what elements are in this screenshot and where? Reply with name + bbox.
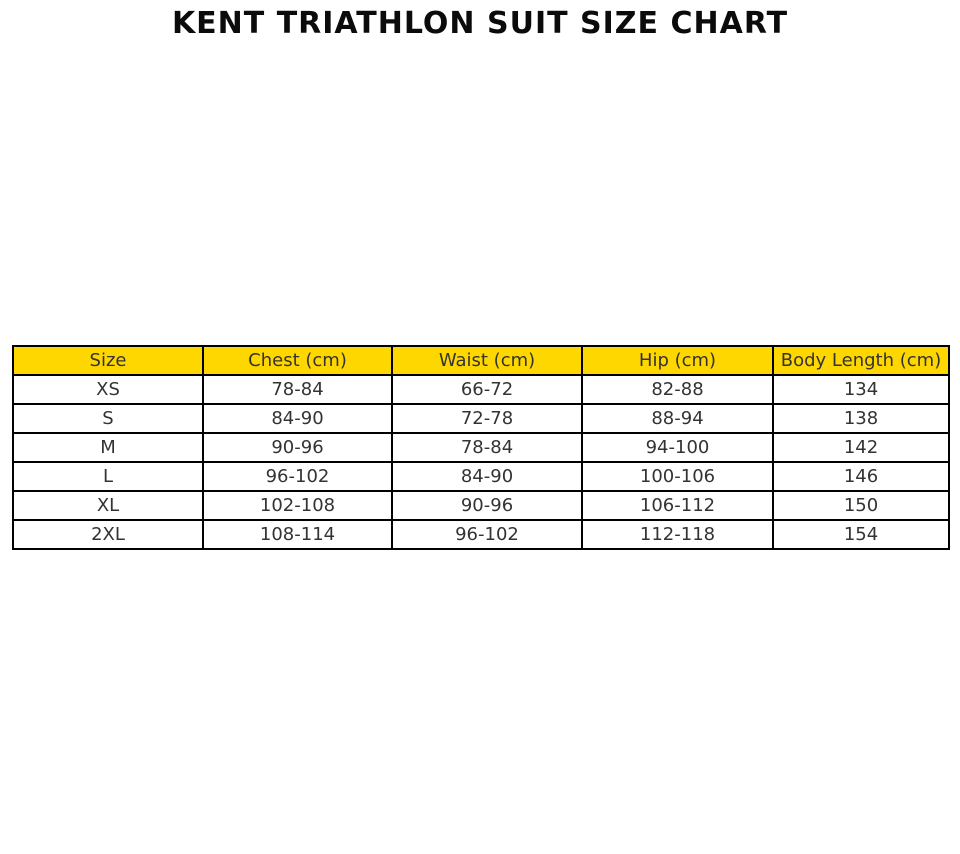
measurement-cell: 96-102 (203, 462, 392, 491)
measurement-cell: 88-94 (582, 404, 773, 433)
table-row-2xl (13, 520, 949, 549)
column-header-waist-cm: Waist (cm) (392, 346, 582, 375)
table-row-xs (13, 375, 949, 404)
measurement-cell: 138 (773, 404, 949, 433)
measurement-cell: 150 (773, 491, 949, 520)
size-label-cell: 2XL (13, 520, 203, 549)
measurement-cell: 134 (773, 375, 949, 404)
measurement-cell: 78-84 (203, 375, 392, 404)
table-row-s (13, 404, 949, 433)
measurement-cell: 72-78 (392, 404, 582, 433)
measurement-cell: 82-88 (582, 375, 773, 404)
measurement-cell: 100-106 (582, 462, 773, 491)
table-row-xl (13, 491, 949, 520)
table-header-row (13, 346, 949, 375)
size-chart-table (12, 345, 950, 550)
measurement-cell: 94-100 (582, 433, 773, 462)
size-label-cell: XS (13, 375, 203, 404)
measurement-cell: 66-72 (392, 375, 582, 404)
measurement-cell: 108-114 (203, 520, 392, 549)
measurement-cell: 90-96 (203, 433, 392, 462)
column-header-size: Size (13, 346, 203, 375)
size-label-cell: XL (13, 491, 203, 520)
measurement-cell: 106-112 (582, 491, 773, 520)
measurement-cell: 142 (773, 433, 949, 462)
size-label-cell: M (13, 433, 203, 462)
table-header (13, 346, 949, 375)
column-header-body-length-cm: Body Length (cm) (773, 346, 949, 375)
measurement-cell: 154 (773, 520, 949, 549)
size-label-cell: S (13, 404, 203, 433)
table-row-l (13, 462, 949, 491)
table-row-m (13, 433, 949, 462)
column-header-hip-cm: Hip (cm) (582, 346, 773, 375)
size-label-cell: L (13, 462, 203, 491)
measurement-cell: 84-90 (203, 404, 392, 433)
measurement-cell: 84-90 (392, 462, 582, 491)
table-body (13, 375, 949, 549)
page-title: KENT TRIATHLON SUIT SIZE CHART (171, 6, 789, 41)
measurement-cell: 146 (773, 462, 949, 491)
measurement-cell: 102-108 (203, 491, 392, 520)
measurement-cell: 78-84 (392, 433, 582, 462)
measurement-cell: 96-102 (392, 520, 582, 549)
measurement-cell: 112-118 (582, 520, 773, 549)
column-header-chest-cm: Chest (cm) (203, 346, 392, 375)
measurement-cell: 90-96 (392, 491, 582, 520)
